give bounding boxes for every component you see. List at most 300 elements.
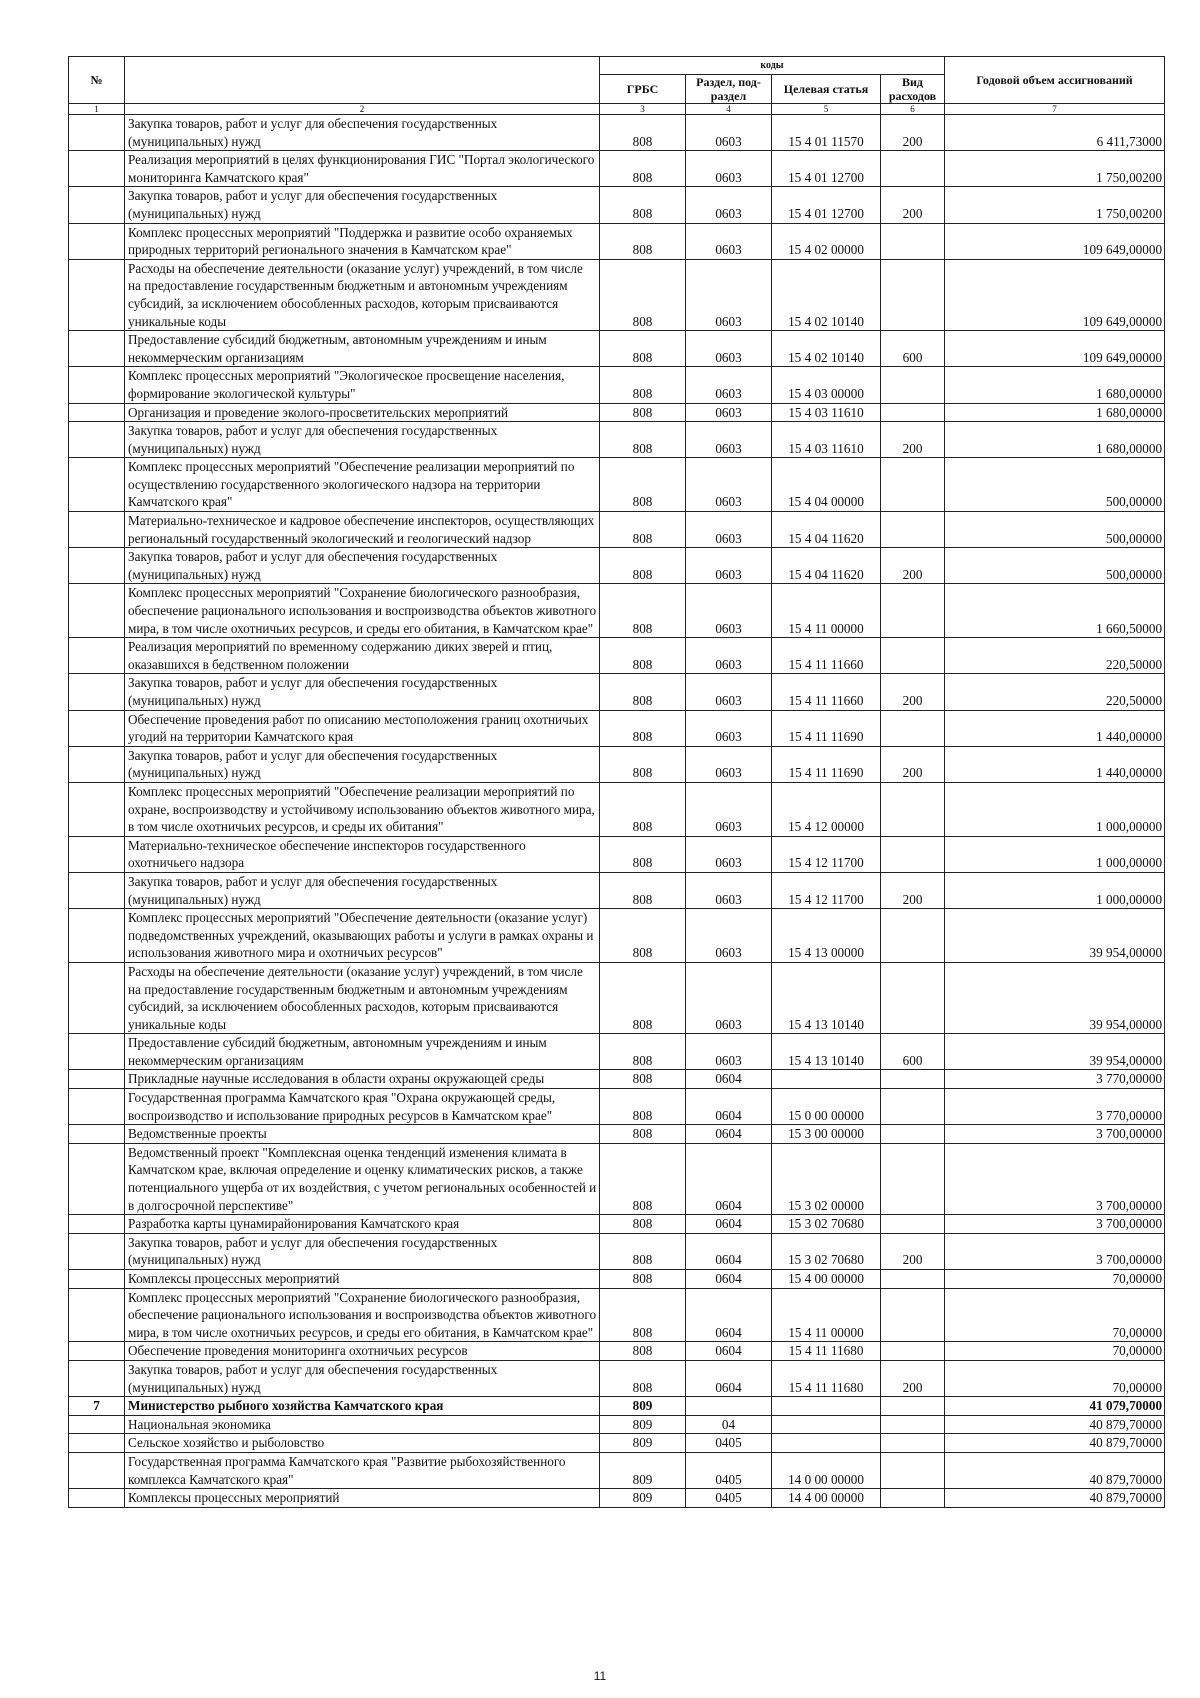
col-number: 5 [772, 104, 881, 115]
row-amount: 39 954,00000 [945, 1034, 1165, 1070]
col-number: 6 [881, 104, 945, 115]
row-amount: 39 954,00000 [945, 962, 1165, 1033]
table-row [69, 1233, 1165, 1269]
row-razdel: 0603 [686, 1034, 772, 1070]
row-razdel: 0603 [686, 548, 772, 584]
col-number: 7 [945, 104, 1165, 115]
row-target-article: 15 4 11 11660 [772, 638, 881, 674]
row-number [69, 223, 125, 259]
row-amount: 3 700,00000 [945, 1215, 1165, 1234]
row-amount: 70,00000 [945, 1342, 1165, 1361]
row-razdel: 0603 [686, 584, 772, 638]
row-grbs: 808 [600, 638, 686, 674]
table-row [69, 1489, 1165, 1508]
col-target-header: Целевая статья [772, 75, 881, 104]
row-number [69, 1125, 125, 1144]
table-row [69, 367, 1165, 403]
row-expense-type [881, 1125, 945, 1144]
table-row [69, 1397, 1165, 1416]
row-razdel: 0603 [686, 962, 772, 1033]
row-number [69, 836, 125, 872]
table-row [69, 1143, 1165, 1214]
row-razdel: 0604 [686, 1288, 772, 1342]
row-name: Закупка товаров, работ и услуг для обеспечения государственных (муниципальных) нужд [125, 1360, 600, 1396]
row-number [69, 1489, 125, 1508]
row-name: Комплексы процессных мероприятий [125, 1270, 600, 1289]
table-row [69, 259, 1165, 330]
table-body [69, 115, 1165, 1508]
col-number: 3 [600, 104, 686, 115]
row-name: Обеспечение проведения работ по описанию местоположения границ охотничьих угодий на территории Камчатского края [125, 710, 600, 746]
row-target-article: 14 0 00 00000 [772, 1452, 881, 1488]
row-number [69, 909, 125, 963]
row-target-article: 15 4 12 11700 [772, 872, 881, 908]
budget-document [68, 56, 1164, 1508]
row-number [69, 1342, 125, 1361]
row-amount: 40 879,70000 [945, 1452, 1165, 1488]
row-amount: 1 440,00000 [945, 710, 1165, 746]
row-razdel: 0603 [686, 836, 772, 872]
row-amount: 3 770,00000 [945, 1089, 1165, 1125]
row-number [69, 422, 125, 458]
row-razdel: 0603 [686, 458, 772, 512]
row-grbs: 808 [600, 1034, 686, 1070]
col-grbs-header: ГРБС [600, 75, 686, 104]
row-expense-type [881, 1489, 945, 1508]
row-razdel: 0603 [686, 259, 772, 330]
row-expense-type [881, 638, 945, 674]
row-grbs: 809 [600, 1397, 686, 1416]
row-target-article: 15 3 02 70680 [772, 1215, 881, 1234]
table-row [69, 909, 1165, 963]
row-grbs: 808 [600, 458, 686, 512]
row-name: Комплекс процессных мероприятий "Обеспечение реализации мероприятий по осуществлению государственного экологического надзора на территории Камчатского края" [125, 458, 600, 512]
row-number [69, 115, 125, 151]
row-number [69, 872, 125, 908]
row-expense-type [881, 584, 945, 638]
row-razdel: 0604 [686, 1270, 772, 1289]
row-razdel: 0405 [686, 1434, 772, 1453]
row-name: Комплекс процессных мероприятий "Экологическое просвещение населения, формирование экологической культуры" [125, 367, 600, 403]
row-expense-type: 200 [881, 115, 945, 151]
row-razdel: 0603 [686, 872, 772, 908]
row-expense-type [881, 1397, 945, 1416]
row-amount: 1 680,00000 [945, 422, 1165, 458]
col-num-header: № [69, 57, 125, 104]
row-grbs: 808 [600, 962, 686, 1033]
row-number [69, 674, 125, 710]
row-expense-type [881, 1089, 945, 1125]
row-amount: 109 649,00000 [945, 223, 1165, 259]
row-grbs: 808 [600, 710, 686, 746]
table-row [69, 710, 1165, 746]
table-row [69, 638, 1165, 674]
col-vid-header: Вид расходов [881, 75, 945, 104]
row-grbs: 808 [600, 836, 686, 872]
table-row [69, 422, 1165, 458]
row-target-article: 15 4 04 11620 [772, 512, 881, 548]
row-number [69, 1215, 125, 1234]
row-target-article: 15 4 02 00000 [772, 223, 881, 259]
table-row [69, 512, 1165, 548]
table-row [69, 1342, 1165, 1361]
row-grbs: 808 [600, 1270, 686, 1289]
row-grbs: 808 [600, 1342, 686, 1361]
row-razdel: 0603 [686, 223, 772, 259]
row-grbs: 808 [600, 909, 686, 963]
row-name: Закупка товаров, работ и услуг для обеспечения государственных (муниципальных) нужд [125, 1233, 600, 1269]
row-amount: 70,00000 [945, 1360, 1165, 1396]
row-grbs: 808 [600, 674, 686, 710]
row-expense-type [881, 909, 945, 963]
row-expense-type [881, 512, 945, 548]
row-name: Закупка товаров, работ и услуг для обеспечения государственных (муниципальных) нужд [125, 187, 600, 223]
row-name: Организация и проведение эколого-просветительских мероприятий [125, 403, 600, 422]
row-target-article: 15 3 02 00000 [772, 1143, 881, 1214]
table-row [69, 1452, 1165, 1488]
row-target-article [772, 1397, 881, 1416]
row-amount: 1 750,00200 [945, 151, 1165, 187]
row-grbs: 808 [600, 223, 686, 259]
row-number [69, 367, 125, 403]
row-amount: 500,00000 [945, 458, 1165, 512]
row-amount: 1 680,00000 [945, 367, 1165, 403]
row-expense-type [881, 710, 945, 746]
row-name: Государственная программа Камчатского края "Охрана окружающей среды, воспроизводство и использование природных ресурсов в Камчатском крае" [125, 1089, 600, 1125]
row-razdel: 04 [686, 1415, 772, 1434]
row-target-article: 15 4 11 11690 [772, 710, 881, 746]
row-amount: 1 750,00200 [945, 187, 1165, 223]
row-grbs: 808 [600, 512, 686, 548]
row-target-article: 15 4 03 11610 [772, 403, 881, 422]
row-expense-type: 200 [881, 187, 945, 223]
row-grbs: 808 [600, 1125, 686, 1144]
row-name: Предоставление субсидий бюджетным, автономным учреждениям и иным некоммерческим организациям [125, 331, 600, 367]
row-number [69, 259, 125, 330]
row-number [69, 1034, 125, 1070]
row-grbs: 808 [600, 1070, 686, 1089]
row-name: Прикладные научные исследования в области охраны окружающей среды [125, 1070, 600, 1089]
row-amount: 500,00000 [945, 512, 1165, 548]
row-target-article: 15 4 11 11680 [772, 1360, 881, 1396]
row-target-article: 15 4 01 11570 [772, 115, 881, 151]
row-razdel: 0604 [686, 1342, 772, 1361]
row-expense-type: 200 [881, 872, 945, 908]
row-grbs: 808 [600, 422, 686, 458]
row-target-article: 15 4 02 10140 [772, 331, 881, 367]
row-name: Предоставление субсидий бюджетным, автономным учреждениям и иным некоммерческим организациям [125, 1034, 600, 1070]
row-expense-type [881, 1452, 945, 1488]
row-amount: 220,50000 [945, 638, 1165, 674]
row-amount: 40 879,70000 [945, 1434, 1165, 1453]
row-razdel: 0603 [686, 187, 772, 223]
row-target-article: 15 4 11 11660 [772, 674, 881, 710]
row-razdel: 0603 [686, 909, 772, 963]
row-target-article: 15 4 01 12700 [772, 151, 881, 187]
row-number [69, 331, 125, 367]
table-row [69, 1089, 1165, 1125]
col-number: 4 [686, 104, 772, 115]
row-name: Комплекс процессных мероприятий "Сохранение биологического разнообразия, обеспечение рационального использования и воспроизводства объектов животного мира, в том числе охотничьих ресурсов, и среды его обитания, в Камчатском крае" [125, 1288, 600, 1342]
row-number [69, 1452, 125, 1488]
header-row-1 [69, 57, 1165, 75]
row-razdel: 0604 [686, 1070, 772, 1089]
table-row [69, 458, 1165, 512]
row-number [69, 1360, 125, 1396]
table-row [69, 115, 1165, 151]
row-razdel: 0604 [686, 1089, 772, 1125]
row-grbs: 808 [600, 1143, 686, 1214]
row-grbs: 808 [600, 782, 686, 836]
row-razdel [686, 1397, 772, 1416]
row-amount: 1 000,00000 [945, 836, 1165, 872]
row-grbs: 808 [600, 367, 686, 403]
row-grbs: 808 [600, 151, 686, 187]
row-name: Комплекс процессных мероприятий "Поддержка и развитие особо охраняемых природных территорий регионального значения в Камчатском крае" [125, 223, 600, 259]
row-amount: 109 649,00000 [945, 259, 1165, 330]
row-expense-type [881, 1415, 945, 1434]
row-razdel: 0604 [686, 1125, 772, 1144]
row-amount: 109 649,00000 [945, 331, 1165, 367]
row-razdel: 0603 [686, 674, 772, 710]
row-name: Государственная программа Камчатского края "Развитие рыбохозяйственного комплекса Камчатского края" [125, 1452, 600, 1488]
table-row [69, 1070, 1165, 1089]
table-row [69, 746, 1165, 782]
row-number [69, 584, 125, 638]
row-name: Комплекс процессных мероприятий "Обеспечение деятельности (оказание услуг) подведомственных учреждений, оказывающих работы и услуги в рамках охраны и использования животного мира и охотничьих ресурсов" [125, 909, 600, 963]
row-razdel: 0603 [686, 403, 772, 422]
row-name: Разработка карты цунамирайонирования Камчатского края [125, 1215, 600, 1234]
row-name: Закупка товаров, работ и услуг для обеспечения государственных (муниципальных) нужд [125, 872, 600, 908]
row-grbs: 808 [600, 403, 686, 422]
row-name: Комплекс процессных мероприятий "Обеспечение реализации мероприятий по охране, воспроизводству и устойчивому использованию объектов животного мира, в том числе охотничьих ресурсов, и среды их обитания" [125, 782, 600, 836]
row-amount: 220,50000 [945, 674, 1165, 710]
row-amount: 1 440,00000 [945, 746, 1165, 782]
row-razdel: 0604 [686, 1143, 772, 1214]
row-expense-type [881, 367, 945, 403]
table-row [69, 151, 1165, 187]
row-target-article [772, 1434, 881, 1453]
row-target-article: 15 4 01 12700 [772, 187, 881, 223]
table-row [69, 223, 1165, 259]
table-row [69, 1125, 1165, 1144]
row-number [69, 548, 125, 584]
table-row [69, 782, 1165, 836]
row-grbs: 808 [600, 187, 686, 223]
col-name-header [125, 57, 600, 104]
row-number [69, 782, 125, 836]
row-expense-type [881, 403, 945, 422]
row-number [69, 1434, 125, 1453]
row-expense-type [881, 458, 945, 512]
row-number [69, 458, 125, 512]
row-name: Министерство рыбного хозяйства Камчатского края [125, 1397, 600, 1416]
table-row [69, 1288, 1165, 1342]
row-expense-type [881, 1342, 945, 1361]
row-name: Национальная экономика [125, 1415, 600, 1434]
row-number [69, 962, 125, 1033]
row-expense-type: 600 [881, 331, 945, 367]
row-target-article: 15 4 11 00000 [772, 584, 881, 638]
row-razdel: 0603 [686, 782, 772, 836]
row-expense-type [881, 1288, 945, 1342]
table-row [69, 1270, 1165, 1289]
row-number [69, 1070, 125, 1089]
row-amount: 6 411,73000 [945, 115, 1165, 151]
row-razdel: 0603 [686, 115, 772, 151]
row-razdel: 0604 [686, 1360, 772, 1396]
row-number [69, 512, 125, 548]
row-razdel: 0603 [686, 710, 772, 746]
row-amount: 70,00000 [945, 1288, 1165, 1342]
row-amount: 1 680,00000 [945, 403, 1165, 422]
row-razdel: 0405 [686, 1489, 772, 1508]
row-grbs: 808 [600, 1215, 686, 1234]
row-grbs: 808 [600, 548, 686, 584]
row-razdel: 0604 [686, 1215, 772, 1234]
row-name: Закупка товаров, работ и услуг для обеспечения государственных (муниципальных) нужд [125, 422, 600, 458]
row-expense-type [881, 1143, 945, 1214]
row-name: Закупка товаров, работ и услуг для обеспечения государственных (муниципальных) нужд [125, 674, 600, 710]
row-target-article: 15 4 11 00000 [772, 1288, 881, 1342]
row-number [69, 746, 125, 782]
row-expense-type [881, 151, 945, 187]
row-name: Расходы на обеспечение деятельности (оказание услуг) учреждений, в том числе на предоставление государственным бюджетным и автономным учреждениям субсидий, за исключением обособленных расходов, которым присваиваются уникальные коды [125, 962, 600, 1033]
row-name: Ведомственный проект "Комплексная оценка тенденций изменения климата в Камчатском крае, включая определение и оценку климатических рисков, а также потенциального ущерба от их воздействия, с учетом региональных особенностей и в долгосрочной перспективе" [125, 1143, 600, 1214]
row-grbs: 808 [600, 115, 686, 151]
row-grbs: 808 [600, 872, 686, 908]
row-name: Сельское хозяйство и рыболовство [125, 1434, 600, 1453]
row-name: Обеспечение проведения мониторинга охотничьих ресурсов [125, 1342, 600, 1361]
row-number [69, 1143, 125, 1214]
row-razdel: 0603 [686, 746, 772, 782]
row-target-article: 15 4 13 10140 [772, 962, 881, 1033]
table-row [69, 403, 1165, 422]
row-target-article: 15 4 03 11610 [772, 422, 881, 458]
row-expense-type [881, 1270, 945, 1289]
col-volume-header: Годовой объем ассигнований [945, 57, 1165, 104]
row-grbs: 808 [600, 746, 686, 782]
row-amount: 3 700,00000 [945, 1143, 1165, 1214]
column-number-row [69, 104, 1165, 115]
row-number [69, 403, 125, 422]
row-expense-type: 200 [881, 746, 945, 782]
row-target-article: 15 4 13 00000 [772, 909, 881, 963]
row-razdel: 0603 [686, 422, 772, 458]
row-expense-type: 200 [881, 548, 945, 584]
row-number [69, 1089, 125, 1125]
row-target-article: 15 4 12 00000 [772, 782, 881, 836]
row-target-article: 15 3 02 70680 [772, 1233, 881, 1269]
row-grbs: 808 [600, 1233, 686, 1269]
row-amount: 500,00000 [945, 548, 1165, 584]
row-expense-type [881, 1215, 945, 1234]
table-row [69, 1434, 1165, 1453]
table-row [69, 836, 1165, 872]
row-name: Закупка товаров, работ и услуг для обеспечения государственных (муниципальных) нужд [125, 548, 600, 584]
row-expense-type: 600 [881, 1034, 945, 1070]
row-amount: 1 000,00000 [945, 872, 1165, 908]
row-target-article: 15 4 04 11620 [772, 548, 881, 584]
table-row [69, 331, 1165, 367]
row-amount: 1 660,50000 [945, 584, 1165, 638]
row-name: Комплексы процессных мероприятий [125, 1489, 600, 1508]
row-name: Реализация мероприятий по временному содержанию диких зверей и птиц, оказавшихся в бедственном положении [125, 638, 600, 674]
row-number: 7 [69, 1397, 125, 1416]
row-name: Материально-техническое обеспечение инспекторов государственного охотничьего надзора [125, 836, 600, 872]
row-razdel: 0603 [686, 151, 772, 187]
table-row [69, 187, 1165, 223]
row-grbs: 809 [600, 1415, 686, 1434]
row-amount: 3 770,00000 [945, 1070, 1165, 1089]
row-expense-type [881, 836, 945, 872]
row-name: Расходы на обеспечение деятельности (оказание услуг) учреждений, в том числе на предоставление государственным бюджетным и автономным учреждениям субсидий, за исключением обособленных расходов, которым присваиваются уникальные коды [125, 259, 600, 330]
row-expense-type [881, 1434, 945, 1453]
row-target-article: 15 4 11 11680 [772, 1342, 881, 1361]
row-amount: 1 000,00000 [945, 782, 1165, 836]
row-amount: 40 879,70000 [945, 1415, 1165, 1434]
table-row [69, 1034, 1165, 1070]
page-number: 11 [593, 1669, 607, 1683]
row-number [69, 1270, 125, 1289]
budget-table [68, 56, 1165, 1508]
row-expense-type [881, 962, 945, 1033]
row-amount: 70,00000 [945, 1270, 1165, 1289]
codes-header: коды [600, 57, 945, 75]
row-grbs: 808 [600, 259, 686, 330]
row-razdel: 0603 [686, 638, 772, 674]
row-target-article: 14 4 00 00000 [772, 1489, 881, 1508]
col-number: 1 [69, 104, 125, 115]
row-expense-type: 200 [881, 1233, 945, 1269]
row-razdel: 0603 [686, 331, 772, 367]
table-row [69, 548, 1165, 584]
row-expense-type [881, 1070, 945, 1089]
row-expense-type: 200 [881, 674, 945, 710]
row-razdel: 0603 [686, 512, 772, 548]
row-number [69, 151, 125, 187]
row-target-article [772, 1070, 881, 1089]
row-target-article: 15 4 00 00000 [772, 1270, 881, 1289]
row-target-article: 15 4 03 00000 [772, 367, 881, 403]
row-expense-type: 200 [881, 422, 945, 458]
row-razdel: 0603 [686, 367, 772, 403]
row-razdel: 0604 [686, 1233, 772, 1269]
row-number [69, 1415, 125, 1434]
row-grbs: 808 [600, 1360, 686, 1396]
row-amount: 41 079,70000 [945, 1397, 1165, 1416]
row-grbs: 809 [600, 1489, 686, 1508]
col-number: 2 [125, 104, 600, 115]
row-number [69, 710, 125, 746]
row-grbs: 809 [600, 1434, 686, 1453]
col-razdel-header: Раздел, под-раздел [686, 75, 772, 104]
row-amount: 39 954,00000 [945, 909, 1165, 963]
row-expense-type: 200 [881, 1360, 945, 1396]
row-amount: 3 700,00000 [945, 1233, 1165, 1269]
row-target-article: 15 4 13 10140 [772, 1034, 881, 1070]
row-amount: 3 700,00000 [945, 1125, 1165, 1144]
table-row [69, 584, 1165, 638]
table-row [69, 1415, 1165, 1434]
row-grbs: 808 [600, 1089, 686, 1125]
table-row [69, 1215, 1165, 1234]
row-target-article: 15 4 11 11690 [772, 746, 881, 782]
row-number [69, 638, 125, 674]
row-name: Закупка товаров, работ и услуг для обеспечения государственных (муниципальных) нужд [125, 746, 600, 782]
row-amount: 40 879,70000 [945, 1489, 1165, 1508]
row-name: Комплекс процессных мероприятий "Сохранение биологического разнообразия, обеспечение рационального использования и воспроизводства объектов животного мира, в том числе охотничьих ресурсов, и среды его обитания, в Камчатском крае" [125, 584, 600, 638]
